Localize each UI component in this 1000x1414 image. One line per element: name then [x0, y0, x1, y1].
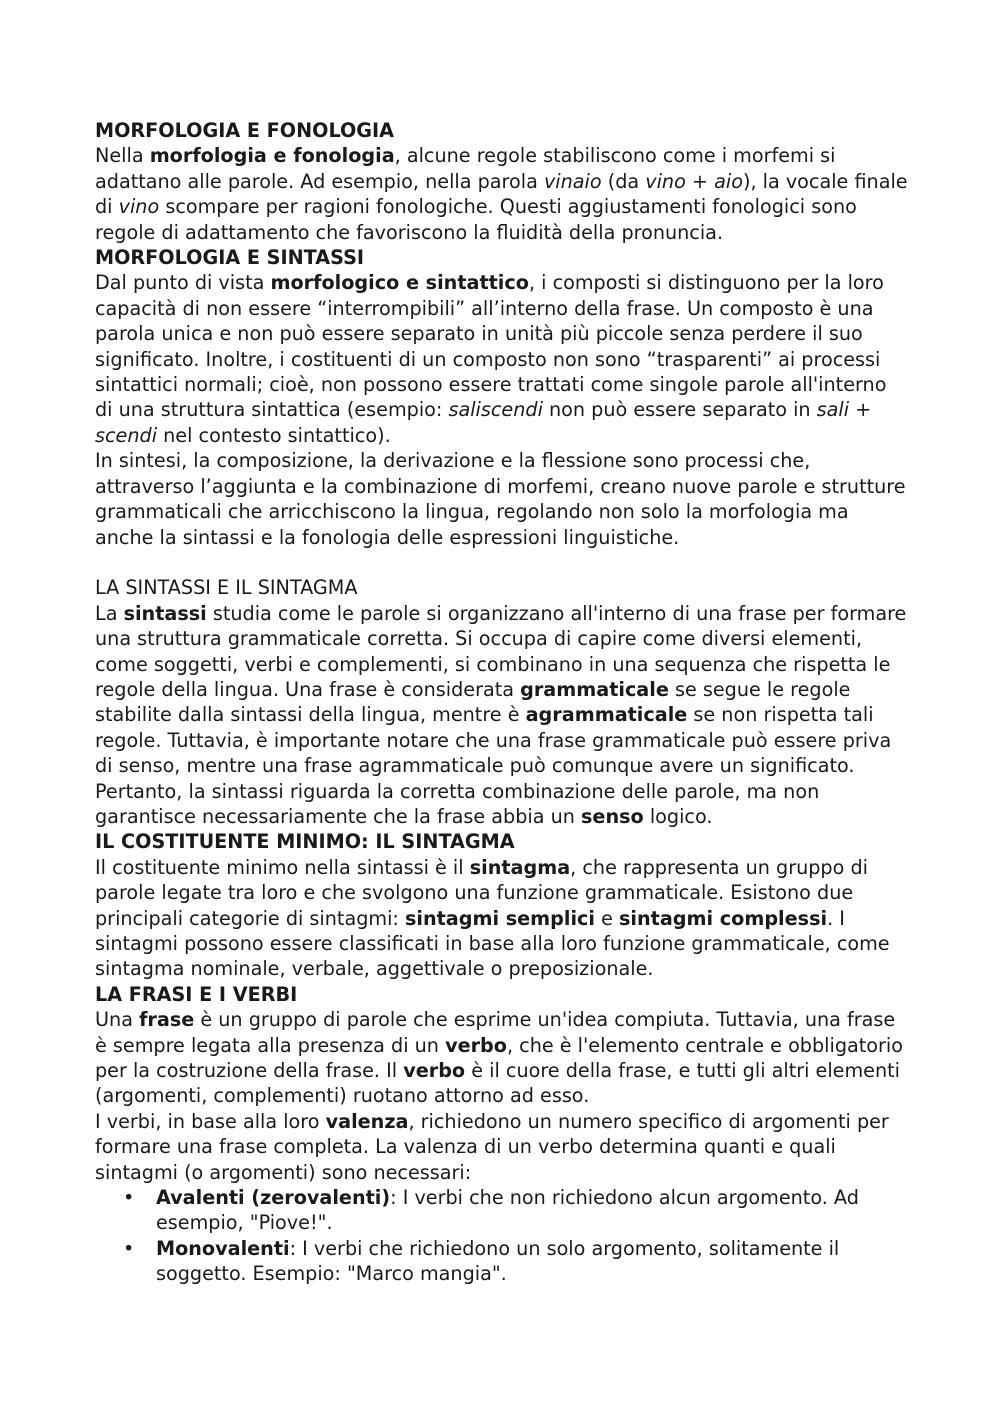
- heading-morfologia-sintassi: MORFOLOGIA E SINTASSI: [95, 246, 365, 270]
- heading-costituente-minimo: IL COSTITUENTE MINIMO: IL SINTAGMA: [95, 830, 515, 854]
- heading-frasi-verbi: LA FRASI E I VERBI: [95, 982, 298, 1006]
- list-item: • Avalenti (zerovalenti): I verbi che non richiedono alcun argomento. Ad esempio, "Piove!".: [156, 1185, 910, 1236]
- list-item: • Monovalenti: I verbi che richiedono un solo argomento, solitamente il soggetto. Esempio: "Marco mangia".: [156, 1236, 910, 1287]
- paragraph-costituente-minimo: Il costituente minimo nella sintassi è il sintagma, che rappresenta un gruppo di parole legate tra loro e che svolgono una funzione grammaticale. Esistono due principali categorie di sintagmi: sintagmi semplici e sintagmi complessi. I sintagmi possono essere classificati in base alla loro funzione grammaticale, come sintagma nominale, verbale, aggettivale o preposizionale.: [95, 855, 890, 981]
- valenza-list: [95, 1185, 910, 1287]
- paragraph-sintesi: In sintesi, la composizione, la derivazione e la flessione sono processi che, attraverso l’aggiunta e la combinazione di morfemi, creano nuove parole e strutture grammaticali che arricchiscono la lingua, regolando non solo la morfologia ma anche la sintassi e la fonologia delle espressioni linguistiche.: [95, 449, 906, 549]
- paragraph-frase: Una frase è un gruppo di parole che esprime un'idea compiuta. Tuttavia, una frase è sempre legata alla presenza di un verbo, che è l'elemento centrale e obbligatorio per la costruzione della frase. Il verbo è il cuore della frase, e tutti gli altri elementi (argomenti, complementi) ruotano attorno ad esso.: [95, 1008, 903, 1108]
- blank-line: [95, 550, 910, 575]
- paragraph-valenza: I verbi, in base alla loro valenza, richiedono un numero specifico di argomenti per formare una frase completa. La valenza di un verbo determina quanti e quali sintagmi (o argomenti) sono necessari:: [95, 1109, 889, 1184]
- paragraph-sintassi: La sintassi studia come le parole si organizzano all'interno di una frase per formare una struttura grammaticale corretta. Si occupa di capire come diversi elementi, come soggetti, verbi e complementi, si combinano in una sequenza che rispetta le regole della lingua. Una frase è considerata grammaticale se segue le regole stabilite dalla sintassi della lingua, mentre è agrammaticale se non rispetta tali regole. Tuttavia, è importante notare che una frase grammaticale può essere priva di senso, mentre una frase agrammaticale può comunque avere un significato. Pertanto, la sintassi riguarda la corretta combinazione delle parole, ma non garantisce necessariamente che la frase abbia un senso logico.: [95, 601, 907, 828]
- paragraph-morfologia-fonologia: Nella morfologia e fonologia, alcune regole stabiliscono come i morfemi si adattano alle parole. Ad esempio, nella parola vinaio (da vino + aio), la vocale finale di vino scompare per ragioni fonologiche. Questi aggiustamenti fonologici sono regole di adattamento che favoriscono la fluidità della pronuncia.: [95, 144, 908, 244]
- paragraph-morfologia-sintassi: Dal punto di vista morfologico e sintattico, i composti si distinguono per la loro capacità di non essere “interrompibili” all’interno della frase. Un composto è una parola unica e non può essere separato in unità più piccole senza perdere il suo significato. Inoltre, i costituenti di un composto non sono “trasparenti” ai processi sintattici normali; cioè, non possono essere trattati come singole parole all'interno di una struttura sintattica (esempio: saliscendi non può essere separato in sali + scendi nel contesto sintattico).: [95, 271, 887, 447]
- heading-sintassi-sintagma: LA SINTASSI E IL SINTAGMA: [95, 576, 358, 600]
- heading-morfologia-fonologia: MORFOLOGIA E FONOLOGIA: [95, 119, 395, 142]
